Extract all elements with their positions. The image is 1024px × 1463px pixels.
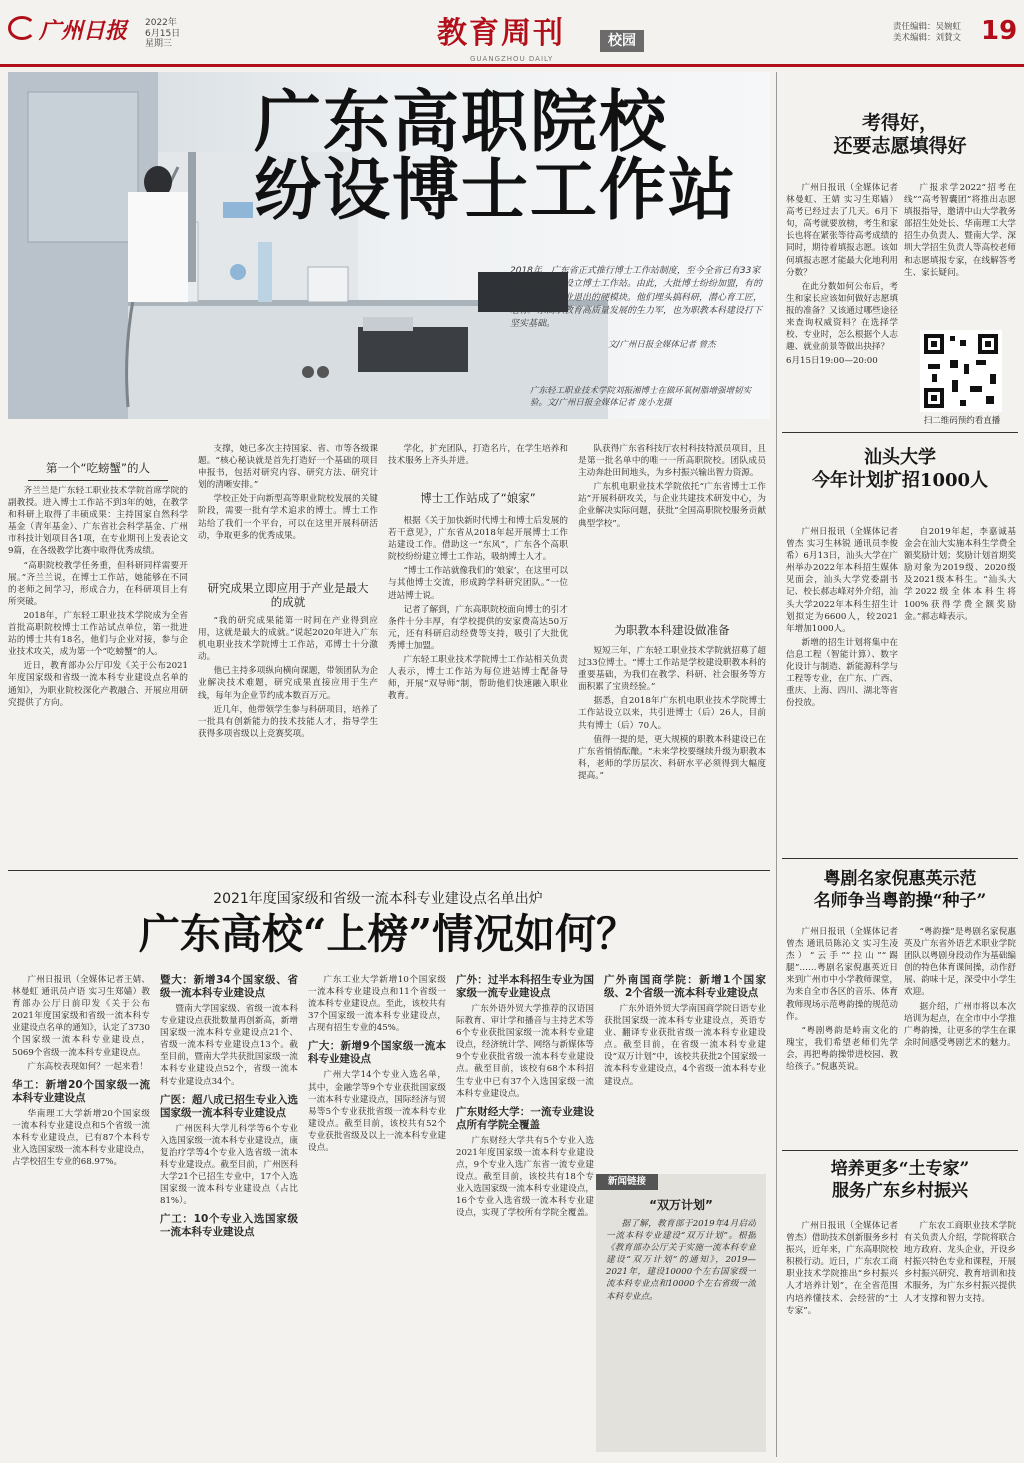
sidebar-stu-title: 汕头大学 今年计划扩招1000人 <box>811 447 989 491</box>
uni-nanguo-heading: 广外南国商学院：新增1个国家级、2个省级一流本科专业建设点 <box>604 974 766 999</box>
sidebar-stu <box>782 434 1018 854</box>
sidebar-rural-left-col: 广州日报讯（全媒体记者曾杰）借助技术创新服务乡村振兴，近年来，广东高职院校积极行动。近日，广东农工商职业技术学院推出“乡村振兴人才培养计划”，在全省范围内培养懂技术、会经营的“土专家”。 <box>786 1221 898 1316</box>
section-tag: 校园 <box>600 30 644 52</box>
news-link-heading: “双万计划” <box>649 1198 713 1212</box>
subhead-first-crab: 第一个“吃螃蟹”的人 <box>46 461 150 475</box>
newspaper-logo <box>8 14 127 45</box>
bottom-column-3: 广东工业大学新增10个国家级一流本科专业建设点和11个省级一流本科专业建设点。至此，该校共有37个国家级一流本科专业建设点，占现有招生专业的45%。 广大：新增9个国家级一流本科专业建设点 广州大学14个专业入选名单，其中，金融学等9个专业获批国家级一流本科专业建设点，国际经济与贸易等5个专业获批省级一流本科专业建设点。截至目前，该校共有52个专业获批省级及以上一流本科专业建设点。 <box>308 975 446 1154</box>
lead-column-4: 短短三年，广东轻工职业技术学院就招募了超过33位博士。“博士工作站是学校建设职教本科的重要基础，为我们在教学、科研、社会服务等方面积累了宝贵经验。” 据悉，自2018年广东机电职业技术学院博士工作站设立以来，共引进博士（后）26人，目前共有博士（后）70人。 值得一提的是，更大规模的职教本科建设已在广东省悄悄酝酿。“未来学校要继续升级为职教本科，老师的学历层次、科研水平必须得到大幅度提高。” <box>578 646 766 781</box>
lead-article <box>8 423 770 863</box>
date-weekday: 星期三 <box>145 39 173 49</box>
sidebar-gaokao-title: 考得好， 还要志愿填得好 <box>833 112 967 157</box>
sidebar-divider-1 <box>782 432 1018 433</box>
uni-gdufe-heading: 广东财经大学：一流专业建设点所有学院全覆盖 <box>456 1105 594 1131</box>
column-separator <box>776 72 777 1457</box>
news-link-label: 新闻链接 <box>596 1174 658 1190</box>
uni-gzmu-heading: 广医：超八成已招生专业入选国家级一流本科专业建设点 <box>160 1093 298 1119</box>
editor-credit: 责任编辑：吴婉虹 美术编辑：刘賛文 <box>893 22 962 43</box>
section-title: 教育周刊 <box>437 16 565 51</box>
logo-text: 广州日报 <box>39 18 128 44</box>
sidebar-opera-title: 粤剧名家倪惠英示范 名师争当粤韵操“种子” <box>813 869 987 911</box>
date-month-day: 6月15日 <box>145 28 181 39</box>
masthead <box>0 0 1024 68</box>
lead-column-3a: 学化，扩充团队，打造名片，在学生培养和技术服务上齐头并进。 <box>388 444 568 467</box>
bottom-story-rule <box>8 870 770 871</box>
sidebar-stu-right-col: 自2019年起，李嘉诚基金会在汕大实施本科生学费全额奖励计划；奖励计划首期奖励对象为2019级、2020级及2021级本科生。“汕头大学2022级全体本科生将100%获得学费全额奖励金。”郝志峰表示。 <box>904 527 1016 622</box>
photo-caption: 广东轻工职业技术学院刘振湘博士在做环氧树脂增强增韧实验。文/广州日报全媒体记者 庞小龙摄 <box>530 386 752 408</box>
uni-gdufs-heading: 广外：过半本科招生专业为国家级一流专业建设点 <box>456 974 594 999</box>
sidebar-rural-experts <box>782 1152 1018 1457</box>
bottom-column-5: 广外南国商学院：新增1个国家级、2个省级一流本科专业建设点 广东外语外贸大学南国商学院日语专业获批国家级一流本科专业建设点，英语专业、翻译专业获批省级一流本科专业建设点。截至目前，在省级一流本科专业建设“双万计划”中，该校共获批2个国家级一流本科专业建设点，4个省级一流本科专业建设点。 <box>604 974 766 1087</box>
sidebar-rural-title: 培养更多“土专家” 服务广东乡村振兴 <box>830 1159 970 1201</box>
sidebar-stu-left-col: 广州日报讯（全媒体记者曾杰 实习生林锐 通讯员李俊希）6月13日，汕头大学在广州举办2022年本科招生媒体见面会，汕头大学党委副书记、校长郝志峰对外介绍，汕头大学2022年本科生招生计划拟定为6600人，较2021年增加1000人。 新增的招生计划将集中在信息工程（智能计算）、数字化设计与制造、新能源科学与工程等专业，在广东、广西、重庆、上海、四川、湖北等省份投放。 <box>786 527 898 709</box>
news-link-box <box>596 1174 766 1452</box>
subhead-maternal-home: 博士工作站成了“娘家” <box>420 491 536 505</box>
uni-jnu-heading: 暨大：新增34个国家级、省级一流本科专业建设点 <box>160 974 298 999</box>
lead-column-4a: 队获得广东省科技厅农村科技特派员项目，且是第一批名单中的唯一一所高职院校。团队成员主动奔赴田间地头，为乡村振兴输出智力资源。 广东机电职业技术学院依托“广东省博士工作站”开展科研攻关，与企业共建技术研发中心，为企业解决实际问题，获批“全国高职院校服务贡献典型学校”。 <box>578 444 766 529</box>
lead-intro: 2018年，广东省正式推行博士工作站制度，至今全省已有33家高职院校组建设立博士工作站。由此，大批博士纷纷加盟，有的还政府了大企业退出的硬模块。他们埋头搞科研，潜心育工匠，堪称广东高职教育高质量发展的生力军，也为职教本科建设打下坚实基础。 <box>510 266 763 330</box>
subhead-vocational-bachelor: 为职教本科建设做准备 <box>614 623 730 637</box>
page-number: 19 <box>981 16 1018 46</box>
bottom-column-4: 广外：过半本科招生专业为国家级一流专业建设点 广东外语外贸大学推荐的汉语国际教育、审计学和播音与主持艺术等6个专业获批国家级一流本科专业建设点，经济统计学、网络与新媒体等9个专业获批省级一流本科专业建设点。截至目前，该校有68个本科招生专业中已有37个入选国家级一流本科专业建设点。 广东财经大学：一流专业建设点所有学院全覆盖 广东财经大学共有5个专业入选2021年度国家级一流本科专业建设点，9个专业入选广东省一流专业建设点。截至目前，该校共有18个专业入选国家级一流本科专业建设点，16个专业入选省级一流本科专业建设点，实现了学校所有学院全覆盖。 <box>456 974 594 1219</box>
subhead-rule <box>28 480 168 481</box>
lead-column-3: 根据《关于加快新时代博士和博士后发展的若干意见》，广东省从2018年起开展博士工作站建设工作。借助这一“东风”，广东各个高职院校纷纷建立博士工作站，吸纳博士人才。 “博士工作站就像我们的‘娘家’，在这里可以与其他博士交流，形成跨学科研究团队。”一位进站博士说。 记者了解到，广东高职院校面向博士的引才条件十分丰厚，有学校提供的安家费高达50万元，还有科研启动经费等支持，吸引了大批优秀博士加盟。 广东轻工职业技术学院博士工作站相关负责人表示，博士工作站为每位进站博士配备导师，开展“双导师”制，帮助他们快速融入职业教育。 <box>388 516 568 702</box>
date-year: 2022年 <box>145 18 177 28</box>
bottom-column-2: 暨大：新增34个国家级、省级一流本科专业建设点 暨南大学国家级、省级一流本科专业建设点获批数量再创新高，新增国家级一流本科专业建设点21个、省级一流本科专业建设点13个。截至目前，暨南大学共获批国家级一流本科专业建设点52个，省级一流本科专业建设点34个。 广医：超八成已招生专业入选国家级一流本科专业建设点 广州医科大学儿科学等6个专业入选国家级一流本科专业建设点，康复治疗学等4个专业入选省级一流本科专业建设点。截至目前，广州医科大学21个已招生专业中，17个入选国家级一流本科专业建设点（占比81%）。 广工：10个专业入选国家级一流本科专业建设点 <box>160 974 298 1239</box>
masthead-rule <box>0 64 1024 67</box>
sidebar-opera-left-col: 广州日报讯（全媒体记者曾杰 通讯员陈沁文 实习生凌杰）“云手”“拉山”“踢腿”……粤剧名家倪惠英近日来到广州市中小学教师课堂，为来自全市各区的音乐、体育教师现场示范粤韵操的规范动作。 “粤剧粤韵是岭南文化的瑰宝，我们希望老师们先学会，再把粤韵操带进校园、教给孩子。”倪惠英说。 <box>786 927 898 1073</box>
uni-gzhu-heading: 广大：新增9个国家级一流本科专业建设点 <box>308 1040 446 1066</box>
bottom-story <box>8 874 770 1457</box>
uni-scut-heading: 华工：新增20个国家级一流本科专业建设点 <box>12 1078 150 1104</box>
qr-label: 扫二维码预约看直播 <box>923 416 1001 426</box>
uni-gdut-heading: 广工：10个专业入选国家级一流本科专业建设点 <box>160 1213 298 1239</box>
sidebar-cantonese-opera <box>782 860 1018 1148</box>
qr-code-icon <box>920 330 1002 412</box>
lead-title: 广东高职院校 纷设博士工作站 <box>254 82 737 229</box>
logo-swirl-icon <box>8 16 36 40</box>
lead-photo <box>8 72 770 419</box>
bottom-title: 广东高校“上榜”情况如何？ <box>138 910 638 958</box>
sidebar-divider-2 <box>782 858 1018 859</box>
sidebar-gaokao-left-col: 广州日报讯（全媒体记者林曼虹、王婧 实习生郑嫱）高考已经过去了几天。6月下旬，高考就要放榜，考生和家长也将在紧张等待高考成绩的同时，期待着填报志愿。该如何填报志愿才能最大化地利用分数？ 在此分数如何公布后，考生和家长应该如何做好志愿填报的准备？又该通过哪些途径来查询权威资料？在选择学校、专业时，怎么根据个人志趣、就业前景等做出抉择？ 6月15日19:00—20:00 <box>786 183 898 367</box>
sidebar-rural-right-col: 广东农工商职业技术学院有关负责人介绍，学院将联合地方政府、龙头企业，开设乡村振兴特色专业和课程，开展乡村振兴研究、教育培训和技术服务，为广东乡村振兴提供人才支撑和智力支持。 <box>904 1221 1016 1304</box>
sidebar-gaokao <box>782 72 1018 432</box>
bottom-column-1: 广州日报讯（全媒体记者王婧、林曼虹 通讯员卢语 实习生郑嫱）教育部办公厅日前印发《关于公布2021年度国家级和省级一流本科专业建设点名单的通知》，认定了3730个国家级一流本科专业建设点，5069个省级一流本科专业建设点。 广东高校表现如何？一起来看！ 华工：新增20个国家级一流本科专业建设点 华南理工大学新增20个国家级一流本科专业建设点和5个省级一流本科专业建设点，已有87个本科专业入选国家级一流本科专业建设点，占学校招生专业的68.97%。 <box>12 975 150 1168</box>
subhead-research-results: 研究成果立即应用于产业是最大的成就 <box>207 581 369 609</box>
bottom-kicker: 2021年度国家级和省级一流本科专业建设点名单出炉 <box>213 891 543 907</box>
sidebar-opera-right-col: “粤韵操”是粤剧名家倪惠英及广东省外语艺术职业学院团队以粤剧身段动作为基础编创的特色体育课间操，动作舒展、韵味十足，深受中小学生欢迎。 据介绍，广州市将以本次培训为起点，在全市中小学推广粤韵操，让更多的学生在课余时间感受粤剧艺术的魅力。 <box>904 927 1016 1048</box>
news-link-text: 据了解，教育部于2019年4月启动一流本科专业建设“双万计划”。根据《教育部办公厅关于实施一流本科专业建设“双万计划”的通知》，2019—2021年，建设10000个左右国家级一流本科专业点和10000个左右省级一流本科专业点。 <box>606 1219 756 1302</box>
lead-column-2b: “我的研究成果能第一时间在产业得到应用，这就是最大的成就。”说起2020年进入广东机电职业技术学院博士工作站，邓博士十分激动。 他已主持多项纵向横向课题，带领团队为企业解决技术难题，研究成果直接应用于生产线，每年为企业节约成本数百万元。 近几年，他带领学生参与科研项目，培养了一批具有创新能力的技术技能人才，指导学生获得多项省级以上竞赛奖项。 <box>198 616 378 739</box>
issue-date <box>145 18 180 50</box>
lead-column-2: 支撑，她已多次主持国家、省、市等各级课题。“核心秘诀就是首先打造好一个基础的项目申报书，包括对研究内容、研究方法、研究计划的清晰安排。” 学校正处于向新型高等职业院校发展的关键阶段，需要一批有学术追求的博士。博士工作站给了我们一个平台，可以在这里开展科研活动，争取更多的优秀成果。 <box>198 444 378 541</box>
lead-byline: 文/广州日报全媒体记者 曾杰 <box>608 340 716 350</box>
lead-column-1: 齐兰兰是广东轻工职业技术学院首席学院的副教授。进入博士工作站不到3年的她，在教学和科研上取得了丰硕成果：主持国家自然科学基金（青年基金）、广东省社会科学基金、广州市科技计划项目各1项，在专业期刊上发表论文9篇，在各级教学比赛中取得优秀成绩。 “高职院校教学任务重，但科研同样需要开展。”齐兰兰说，在博士工作站，她能够在不同的老师之间学习，形成合力，在科研项目上有所突破。 2018年，广东轻工职业技术学院成为全省首批高职院校博士工作站试点单位，第一批进站的博士共有18名，他们与企业对接，参与企业技术攻关，成为第一个“吃螃蟹”的人。 近日，教育部办公厅印发《关于公布2021年度国家级和省级一流本科专业建设点名单的通知》，为职业院校深化产教融合、开展应用研究提供了方向。 <box>8 486 188 708</box>
sidebar-gaokao-right-col: 广报求学2022“招考在线”“高考智囊团”将推出志愿填报指导，邀请中山大学教务部招生处处长、华南理工大学招生办负责人、暨南大学、深圳大学招生负责人等高校老师和志愿填报专家，在线解答考生、家长疑问。 <box>904 183 1016 278</box>
sidebar-divider-3 <box>782 1150 1018 1151</box>
section-en: GUANGZHOU DAILY <box>470 55 554 63</box>
qr-code[interactable] <box>920 330 1002 412</box>
